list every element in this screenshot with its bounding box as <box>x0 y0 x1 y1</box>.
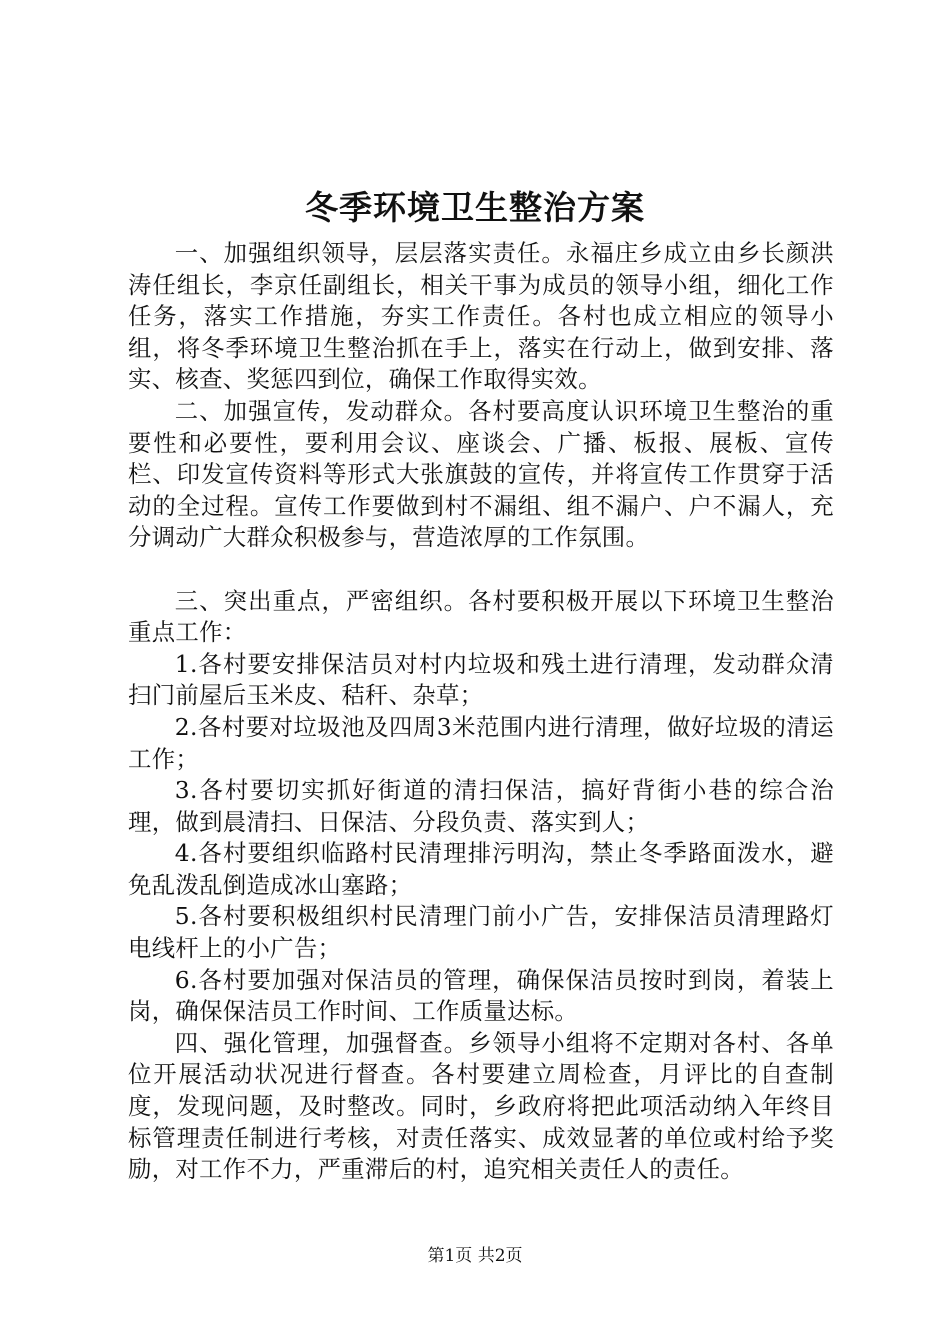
list-item: 1.各村要安排保洁员对村内垃圾和残土进行清理，发动群众清扫门前屋后玉米皮、秸秆、杂草； <box>128 649 834 710</box>
document-title: 冬季环境卫生整治方案 <box>305 188 645 227</box>
paragraph-organization: 一、加强组织领导，层层落实责任。永福庄乡成立由乡长颜洪涛任组长，李京任副组长，相关干事为成员的领导小组，细化工作任务，落实工作措施，夯实工作责任。各村也成立相应的领导小组，将冬季环境卫生整治抓在手上，落实在行动上，做到安排、落实、核查、奖惩四到位，确保工作取得实效。 <box>128 239 834 394</box>
paragraph-supervision: 四、强化管理，加强督查。乡领导小组将不定期对各村、各单位开展活动状况进行督查。各村要建立周检查，月评比的自查制度，发现问题，及时整改。同时，乡政府将把此项活动纳入年终目标管理责任制进行考核，对责任落实、成效显著的单位或村给予奖励，对工作不力，严重滞后的村，追究相关责任人的责任。 <box>128 1028 834 1184</box>
list-item: 4.各村要组织临路村民清理排污明沟，禁止冬季路面泼水，避免乱泼乱倒造成冰山塞路； <box>128 839 834 899</box>
page-number: 第1页 共2页 <box>427 1246 523 1266</box>
paragraph-publicity: 二、加强宣传，发动群众。各村要高度认识环境卫生整治的重要性和必要性，要利用会议、座谈会、广播、板报、展板、宣传栏、印发宣传资料等形式大张旗鼓的宣传，并将宣传工作贯穿于活动的全过程。宣传工作要做到村不漏组、组不漏户、户不漏人，充分调动广大群众积极参与，营造浓厚的工作氛围。 <box>128 396 834 552</box>
paragraph-key-points: 三、突出重点，严密组织。各村要积极开展以下环境卫生整治重点工作： <box>128 586 834 647</box>
list-item: 5.各村要积极组织村民清理门前小广告，安排保洁员清理路灯电线杆上的小广告； <box>128 902 834 963</box>
list-item: 6.各村要加强对保洁员的管理，确保保洁员按时到岗，着装上岗，确保保洁员工作时间、工作质量达标。 <box>128 965 834 1026</box>
document-body <box>128 238 834 1186</box>
list-item: 3.各村要切实抓好街道的清扫保洁，搞好背街小巷的综合治理，做到晨清扫、日保洁、分段负责、落实到人； <box>128 776 834 836</box>
list-item: 2.各村要对垃圾池及四周3米范围内进行清理，做好垃圾的清运工作； <box>128 712 834 773</box>
